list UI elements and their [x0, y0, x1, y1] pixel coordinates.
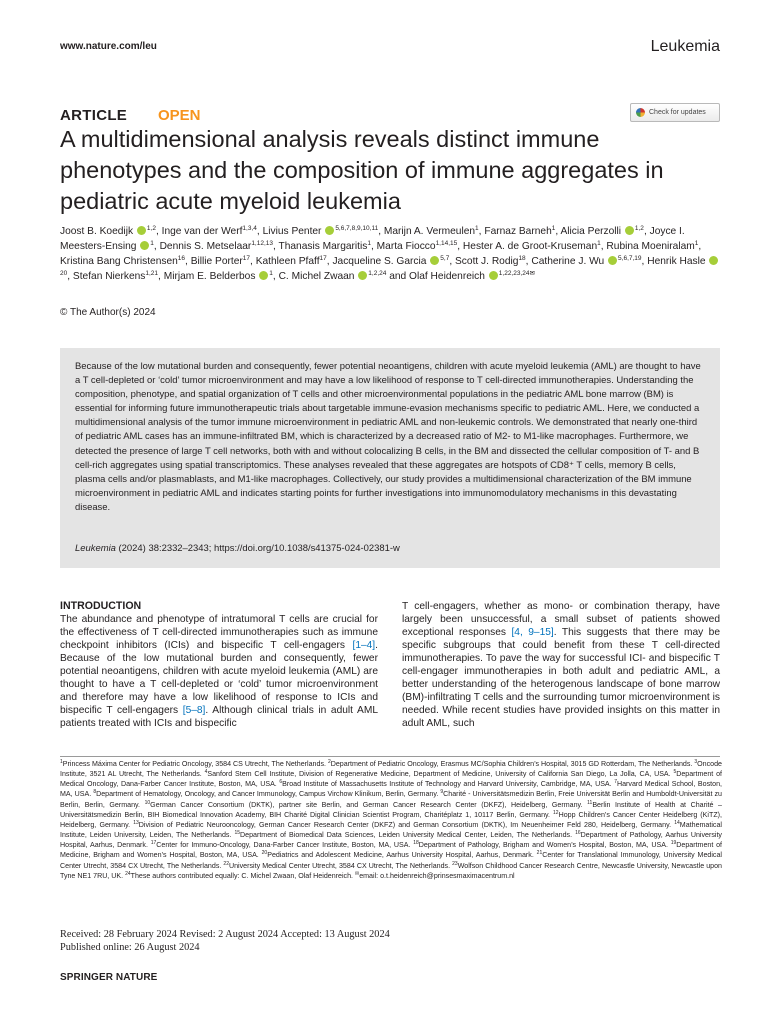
author-affiliation-refs: 1,3,4	[242, 225, 257, 232]
affiliation-text: Princess Máxima Center for Pediatric Oncology, 3584 CS Utrecht, The Netherlands.	[62, 760, 328, 768]
affiliation-text: Mathematical Institute, Leiden University, Leiden, The Netherlands.	[60, 820, 722, 840]
affiliation-number: 10	[144, 799, 151, 806]
page-header	[60, 38, 720, 58]
author-affiliation-refs: 17	[319, 255, 327, 263]
author-affiliation-refs: 1	[475, 225, 479, 232]
affiliation-number: 3	[694, 759, 698, 765]
author-name[interactable]: Marijn A. Vermeulen	[383, 226, 476, 237]
author-name[interactable]: Stefan Nierkens	[72, 271, 146, 283]
author-affiliation-refs: 5,6,7,19	[618, 255, 642, 263]
author-name[interactable]: Farnaz Barneh	[484, 226, 552, 237]
copyright-notice: © The Author(s) 2024	[60, 307, 156, 318]
affiliation-number: 15	[234, 830, 241, 837]
affiliation-number: 23	[452, 860, 458, 867]
author-name[interactable]: Joyce I. Meesters-Ensing	[60, 226, 685, 253]
orcid-icon[interactable]	[625, 226, 634, 235]
author-name[interactable]: Mirjam E. Belderbos	[163, 271, 256, 283]
affiliation-text: Oncode Institute, 3521 AL Utrecht, The Netherlands.	[60, 760, 722, 779]
affiliation-number: 8	[93, 789, 97, 796]
affiliation-text: Center for Immuno-Oncology, Dana-Farber Cancer Institute, Boston, MA, USA.	[156, 841, 414, 850]
author-affiliation-refs: 1	[150, 240, 154, 248]
check-for-updates-label: Check for updates	[649, 109, 706, 116]
citation-journal: Leukemia	[75, 543, 116, 554]
orcid-icon[interactable]	[358, 271, 367, 280]
citation-line	[75, 543, 400, 554]
affiliation-number: 2	[327, 759, 331, 765]
affiliation-number: 7	[614, 779, 617, 786]
author-affiliation-refs: 16	[177, 255, 186, 263]
author-name[interactable]: Marta Fiocco	[376, 241, 436, 253]
orcid-icon[interactable]	[325, 226, 334, 235]
crossmark-icon	[636, 108, 645, 117]
author-name[interactable]: Henrik Hasle	[647, 256, 706, 268]
affiliation-number: 9	[440, 789, 444, 796]
author-affiliation-refs: 1,14,15	[435, 240, 458, 248]
author-affiliation-refs: 1,2	[146, 225, 156, 232]
open-access-label: OPEN	[158, 107, 201, 124]
affiliation-number: 18	[413, 840, 419, 847]
abstract-text: Because of the low mutational burden and consequently, fewer potential neoantigens, children with acute myeloid leukemia (AML) are thought to have a T cell-depleted or ‘cold’ tumor microenvironment and may have a low likelihood of response to T cell-directed immunotherapies. Understanding the composition, phenotype, and spatial organization of T cells and other microenvironmental populations in the pediatric AML bone marrow (BM) is essential for informing future immunotherapeutic trials about targetable immune-evasion mechanisms specific to pediatric AML. Here, we conducted a multidimensional analysis of the tumor immune microenvironment in pediatric AML and non-leukemic controls. We demonstrated that nearly one-third of pediatric AML cases has an immune-infiltrated BM, which is characterized by a decreased ratio of M2- to M1-like macrophages. Furthermore, we detected the presence of large T cell networks, both with and without colocalizing B cells, in the BM and dissected the cellular composition of T- and B cell-rich aggregates using spatial transcriptomics. These analyses revealed that these aggregates are hotspots of CD8⁺ T cells, memory B cells, plasma cells and/or plasmablasts, and M1-like macrophages. Collectively, our study provides a multidimensional characterization of the BM immune microenvironment in pediatric AML and indicates starting points for further investigations into immunomodulatory mechanisms in this devastating disease.	[75, 361, 701, 513]
left-column	[60, 600, 378, 730]
affiliation-number: 20	[261, 850, 268, 857]
affiliation-text: Department of Pathology, Aarhus University Hospital, Aarhus, Denmark.	[60, 831, 722, 850]
author-affiliation-refs: 1	[367, 240, 371, 248]
affiliation-text: Harvard Medical School, Boston, MA, USA.	[60, 780, 722, 799]
publication-dates	[60, 929, 390, 954]
citation-link[interactable]: [5–8]	[182, 705, 206, 717]
author-affiliation-refs: 1,2,24	[368, 270, 387, 278]
received-revised-accepted-dates: Received: 28 February 2024 Revised: 2 August 2024 Accepted: 13 August 2024	[60, 929, 390, 940]
author-affiliation-refs: 5,6,7,8,9,10,11	[335, 225, 379, 232]
affiliation-number: 17	[150, 840, 157, 847]
affiliation-text: Charité - Universitätsmedizin Berlin, Freie Universität Berlin and Humboldt-Universität zu Berlin, Berlin, Germany.	[60, 790, 722, 809]
orcid-icon[interactable]	[137, 226, 146, 235]
author-affiliation-refs: 1	[269, 270, 273, 278]
author-affiliation-refs: 5,7	[440, 255, 450, 263]
introduction-right-text	[402, 600, 720, 730]
affiliation-text: Department of Medicine, Brigham and Women’s Hospital, Boston, MA, USA.	[60, 841, 723, 860]
orcid-icon[interactable]	[430, 256, 439, 265]
journal-name: Leukemia	[650, 38, 720, 55]
affiliation-text: Sanford Stem Cell Institute, Division of Regenerative Medicine, Department of Medicine, University of California San Diego, La Jolla, CA, USA.	[207, 770, 674, 779]
affiliation-number: 13	[133, 819, 139, 826]
affiliation-text: Division of Pediatric Neurooncology, German Cancer Research Center (DKFZ) and German Consortium (DKTK), Im Neuenheimer Feld 280, Heidelberg, Germany.	[138, 820, 675, 829]
author-name[interactable]: C. Michel Zwaan	[278, 271, 355, 283]
affiliation-text: Department of Pathology, Brigham and Women’s Hospital, Boston, MA, USA.	[418, 841, 671, 850]
affiliation-text: Department of Medical Oncology, Dana-Farber Cancer Institute, Boston, MA, USA.	[60, 770, 722, 789]
author-affiliation-refs: 20	[60, 270, 68, 278]
author-affiliation-refs: 1	[551, 225, 556, 232]
author-affiliation-refs: 1	[694, 240, 699, 248]
author-name[interactable]: Alicia Perzolli	[560, 226, 622, 237]
affiliation-text: Department of Biomedical Data Sciences, Leiden University Medical Center, Leiden, The Netherlands.	[240, 831, 576, 840]
author-affiliation-refs: 18	[518, 255, 526, 263]
author-name[interactable]: Rubina Moeniralam	[606, 241, 695, 253]
affiliations-footnote	[60, 759, 722, 881]
author-name[interactable]: Jacqueline S. Garcia	[332, 256, 427, 268]
orcid-icon[interactable]	[259, 271, 268, 280]
author-name[interactable]: Livius Penter	[262, 226, 322, 237]
citation-link[interactable]: [1–4]	[352, 640, 376, 652]
author-affiliation-refs: 1,22,23,24	[498, 270, 530, 278]
affiliation-number: 19	[670, 840, 677, 847]
author-name[interactable]: Kathleen Pfaff	[255, 256, 320, 268]
affiliation-number: 22	[223, 860, 229, 867]
author-affiliation-refs: 1,21	[145, 270, 159, 278]
affiliation-number: 24	[125, 870, 131, 877]
affiliation-text: Wolfson Childhood Cancer Research Centre, Newcastle University, Newcastle upon Tyne NE1 7RU, UK.	[60, 861, 722, 880]
orcid-icon[interactable]	[608, 256, 617, 265]
affiliation-number: 1	[60, 759, 63, 765]
citation-details[interactable]: (2024) 38:2332–2343; https://doi.org/10.1038/s41375-024-02381-w	[115, 543, 400, 554]
author-affiliation-refs: 1,2	[634, 225, 644, 232]
author-name[interactable]: Kristina Bang Christensen	[60, 256, 178, 268]
author-name[interactable]: Hester A. de Groot-Kruseman	[462, 241, 598, 253]
right-column	[402, 600, 720, 730]
author-name[interactable]: Inge van der Werf	[161, 226, 243, 237]
citation-link[interactable]: [4, 9–15]	[511, 627, 554, 639]
introduction-heading: INTRODUCTION	[60, 600, 142, 612]
affiliation-text: Berlin Institute of Health at Charité – Universitätsmedizin Berlin, BIH Biomedical Innovation Academy, BIH Charité Digital Clinician Scientist Program, Charitéplatz 1, 10117 Berlin, Germany.	[60, 800, 722, 819]
affiliation-number: 6	[279, 779, 283, 786]
affiliation-number: 12	[553, 809, 559, 816]
publisher-logo: SPRINGER NATURE	[60, 972, 158, 983]
affiliation-text: Department of Hematology, Oncology, and Cancer Immunology, Campus Virchow Klinikum, Berlin, Germany.	[96, 790, 441, 799]
introduction-paragraph: T cell-engagers, whether as mono- or combination therapy, have largely been unsuccessful, a small subset of patients showed exceptional responses [4, 9–15]. This suggests that there may be specific subgroups that could benefit from these T cell-directed immunotherapies. To pave the way for successful ICI- and bispecific T cell-engager immunotherapies in both adult and pediatric AML, a better understanding of the heterogenous landscape of bone marrow (BM)-infiltrating T cells and the surrounding tumor microenvironment is needed. While recent studies have provided insights on this matter in adult AML, such	[402, 601, 720, 730]
orcid-icon[interactable]	[489, 271, 498, 280]
author-name[interactable]: Scott J. Rodig	[455, 256, 519, 268]
affiliation-number: 4	[204, 769, 208, 776]
introduction-left-text	[60, 613, 378, 730]
article-type-label: ARTICLE	[60, 107, 128, 124]
article-title: A multidimensional analysis reveals distinct immune phenotypes and the composition of immune aggregates in pediatric acute myeloid leukemia	[60, 126, 664, 214]
author-affiliation-refs: 1	[597, 240, 601, 248]
affiliation-number: 21	[536, 850, 543, 857]
affiliation-text: University Medical Center Utrecht, 3584 CX Utrecht, The Netherlands.	[228, 861, 453, 870]
author-name[interactable]: Dennis S. Metselaar	[159, 241, 252, 253]
orcid-icon[interactable]	[140, 241, 149, 250]
author-affiliation-refs: 17	[242, 255, 251, 263]
footnote-divider	[60, 756, 720, 757]
affiliation-number: 16	[575, 830, 581, 837]
orcid-icon[interactable]	[709, 256, 718, 265]
check-for-updates-button[interactable]	[630, 103, 720, 122]
author-name[interactable]: Thanasis Margaritis	[278, 241, 368, 253]
email-icon[interactable]: ✉	[529, 270, 535, 278]
author-list: Joost B. Koedijk $^{1,2}$, Inge van der Werf$^{1,3,4}$, Livius Penter $^{5,6,7,8,9,10,11}$, Marijn A. Vermeulen$^1$, Farnaz Barneh$^1$, Alicia Perzolli $^{1,2}$, Joyce I. Meesters-Ensing $^1$, Dennis S. Metselaar$^{1,12,13}$, Thanasis Margaritis$^1$, Marta Fiocco$^{1,14,15}$, Hester A. de Groot-Kruseman$^1$, Rubina Moeniralam$^1$, Kristina Bang Christensen$^{16}$, Billie Porter$^{17}$, Kathleen Pfaff$^{17}$, Jacqueline S. Garcia $^{5,7}$, Scott J. Rodig$^{18}$, Catherine J. Wu $^{5,6,7,19}$, Henrik Hasle $^{20}$, Stefan Nierkens$^{1,21}$, Mirjam E. Belderbos $^1$, C. Michel Zwaan $^{1,2,24}$ and Olaf Heidenreich $^{1,22,23,24✉}$	[60, 224, 722, 284]
introduction-paragraph: The abundance and phenotype of intratumoral T cells are crucial for the effectiveness of T cell-directed immunotherapies such as immune checkpoint inhibitors (ICIs) and bispecific T cell-engagers [1–4]. Because of the low mutational burden and consequently, fewer potential neoantigens, children with acute myeloid leukemia (AML) are thought to have a T cell-depleted or ‘cold’ tumor microenvironment and therefore may have a low likelihood of response to ICIs and bispecific T cell-engagers [5–8]. Although clinical trials in adult AML patients treated with ICIs and bispecific	[60, 614, 378, 730]
affiliation-text: These authors contributed equally: C. Michel Zwaan, Olaf Heidenreich.	[130, 871, 355, 880]
affiliation-number: ✉	[354, 870, 360, 877]
affiliation-text: email: o.t.heidenreich@prinsesmaximacentrum.nl	[359, 871, 515, 880]
affiliation-text: Pediatrics and Adolescent Medicine, Aarhus University Hospital, Aarhus, Denmark.	[267, 851, 537, 860]
affiliation-text: Center for Translational Immunology, University Medical Center Utrecht, 3584 CX Utrecht, The Netherlands.	[60, 851, 723, 870]
published-online-date: Published online: 26 August 2024	[60, 941, 200, 953]
affiliation-text: German Cancer Consortium (DKTK), partner site Berlin, and German Cancer Research Center (DKFZ), Heidelberg, Germany.	[150, 800, 588, 809]
abstract-box	[60, 348, 720, 568]
author-affiliation-refs: 1,12,13	[251, 240, 273, 248]
author-name[interactable]: Catherine J. Wu	[531, 256, 605, 268]
affiliation-number: 11	[587, 799, 593, 806]
affiliation-text: Broad Institute of Massachusetts Institute of Technology and Harvard University, Cambridge, MA, USA.	[282, 780, 615, 789]
affiliation-number: 14	[674, 819, 680, 826]
affiliation-text: Hopp Children’s Cancer Center Heidelberg (KiTZ), Heidelberg, Germany.	[60, 810, 722, 829]
author-name[interactable]: Olaf Heidenreich	[409, 271, 485, 283]
affiliation-text: Department of Pediatric Oncology, Erasmus MC/Sophia Children’s Hospital, 3015 GD Rotterdam, The Netherlands.	[330, 760, 695, 768]
author-name[interactable]: Joost B. Koedijk	[60, 226, 134, 237]
affiliation-number: 5	[673, 769, 677, 776]
site-url-link[interactable]: www.nature.com/leu	[60, 41, 157, 52]
author-name[interactable]: Billie Porter	[190, 256, 243, 268]
